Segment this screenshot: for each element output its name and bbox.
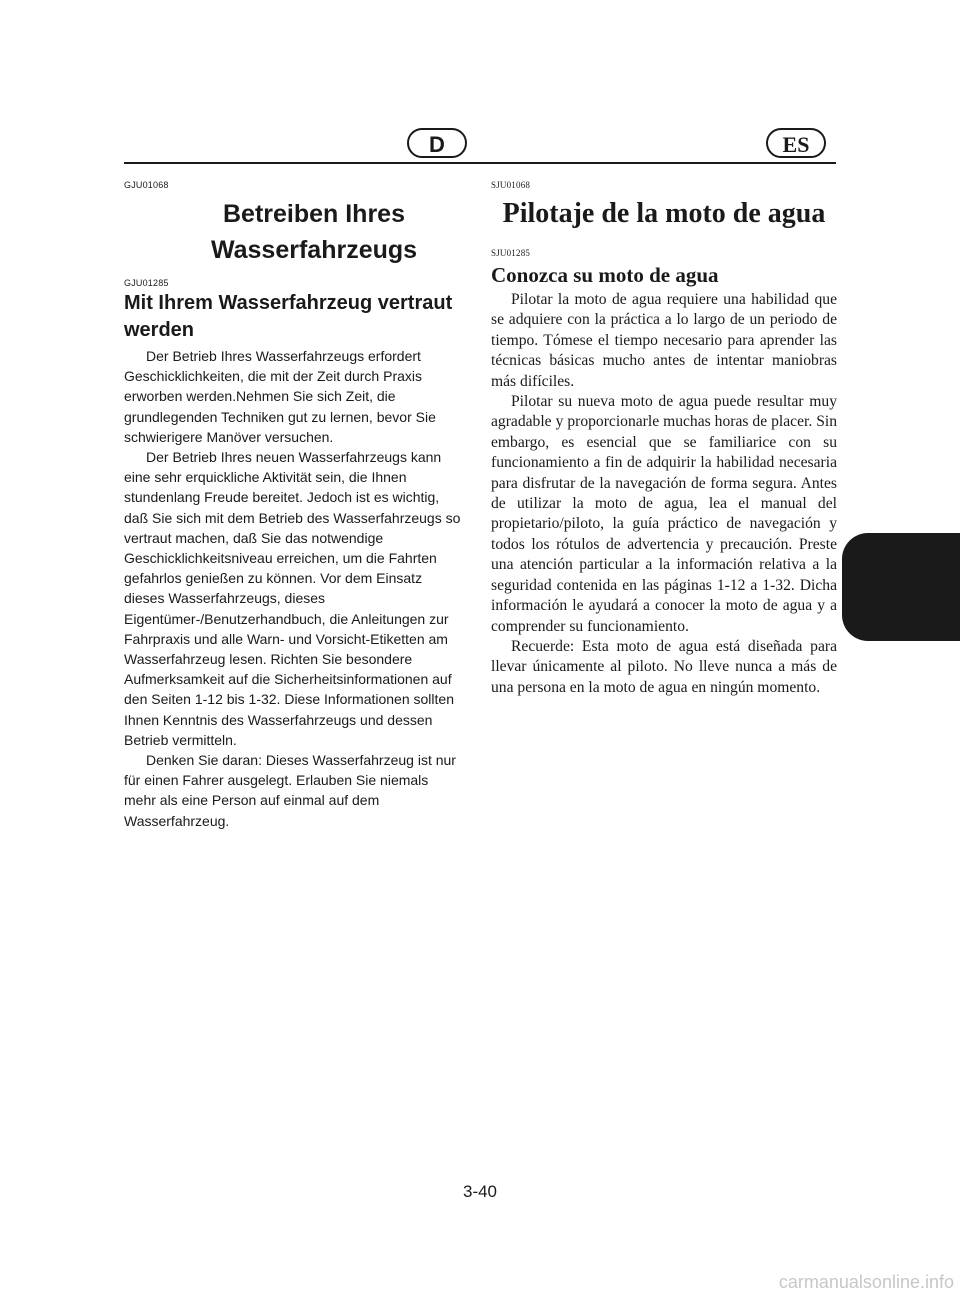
spanish-subtitle: Conozca su moto de agua xyxy=(491,263,719,287)
language-tab-spanish: ES xyxy=(766,128,826,158)
german-paragraph: Der Betrieb Ihres neuen Wasserfahrzeugs kann eine sehr erquickliche Aktivität sein, die Ihnen stundenlang Freude bereitet. Jedoch ist es wichtig, daß Sie sich mit dem Betrieb des Wasserfahrzeugs so vertraut machen, daß Sie das notwendige Geschicklichkeitsniveau erreichen, um die Fahrten gefahrlos genießen zu können. Vor dem Einsatz dieses Wasserfahrzeugs, dieses Eigentümer-/Benutzerhandbuch, die Anleitungen zur Fahrpraxis und alle Warn- und Vorsicht-Etiketten am Wasserfahrzeug lesen. Richten Sie besondere Aufmerksamkeit auf die Sicherheitsinformationen auf den Seiten 1-12 bis 1-32. Diese Informationen sollten Ihnen Kenntnis des Wasserfahrzeugs und dessen Betrieb vermitteln. xyxy=(124,449,461,748)
spanish-column xyxy=(491,180,837,698)
spanish-paragraph: Recuerde: Esta moto de agua está diseñada para llevar únicamente al piloto. No lleve nunca a más de una persona en la moto de agua en ningún momento. xyxy=(491,637,837,696)
german-column xyxy=(124,180,464,831)
header-rule xyxy=(124,162,836,164)
spanish-subsection-code: SJU01285 xyxy=(491,248,531,258)
german-paragraph: Denken Sie daran: Dieses Wasserfahrzeug ist nur für einen Fahrer ausgelegt. Erlauben Sie niemals mehr als eine Person auf einmal auf dem Wasserfahrzeug. xyxy=(124,752,456,829)
spanish-paragraph: Pilotar la moto de agua requiere una habilidad que se adquiere con la práctica a lo largo de un periodo de tiempo. Tómese el tiempo necesario para aprender las técnicas básicas mucho antes de intentar maniobras más difíciles. xyxy=(491,291,837,390)
language-tab-german: D xyxy=(407,128,467,158)
page-header xyxy=(124,128,836,168)
spanish-paragraph: Pilotar su nueva moto de agua puede resultar muy agradable y proporcionarle muchas horas de placer. Sin embargo, es esencial que se familiarice con su funcionamiento a fin de adquirir la habilidad necesaria para disfrutar de la navegación de forma segura. Antes de utilizar la moto de agua, lea el manual del propietario/piloto, la guía práctico de navegación y todos los rótulos de advertencia y precaución. Preste una atención particular a la información relativa a la seguridad contenida en las páginas 1-12 a 1-32. Dicha información le ayudará a conocer la moto de agua y a comprender su funcionamiento. xyxy=(491,393,837,635)
german-section-code: GJU01068 xyxy=(124,180,169,190)
spanish-section-code: SJU01068 xyxy=(491,180,531,190)
spanish-title: Pilotaje de la moto de agua xyxy=(502,198,826,229)
german-subtitle: Mit Ihrem Wasserfahrzeug vertraut werden xyxy=(124,292,453,341)
german-paragraph: Der Betrieb Ihres Wasserfahrzeugs erfordert Geschicklichkeiten, die mit der Zeit durch Praxis erworben werden.Nehmen Sie sich Zeit, die grundlegenden Techniken gut zu lernen, bevor Sie schwierigere Manöver versuchen. xyxy=(124,348,436,445)
page-number: 3-40 xyxy=(462,1182,498,1201)
watermark-link[interactable]: carmanualsonline.info xyxy=(778,1272,954,1292)
german-title: Betreiben Ihres Wasserfahrzeugs xyxy=(210,200,418,264)
chapter-side-tab xyxy=(842,533,960,641)
german-subsection-code: GJU01285 xyxy=(124,278,169,288)
